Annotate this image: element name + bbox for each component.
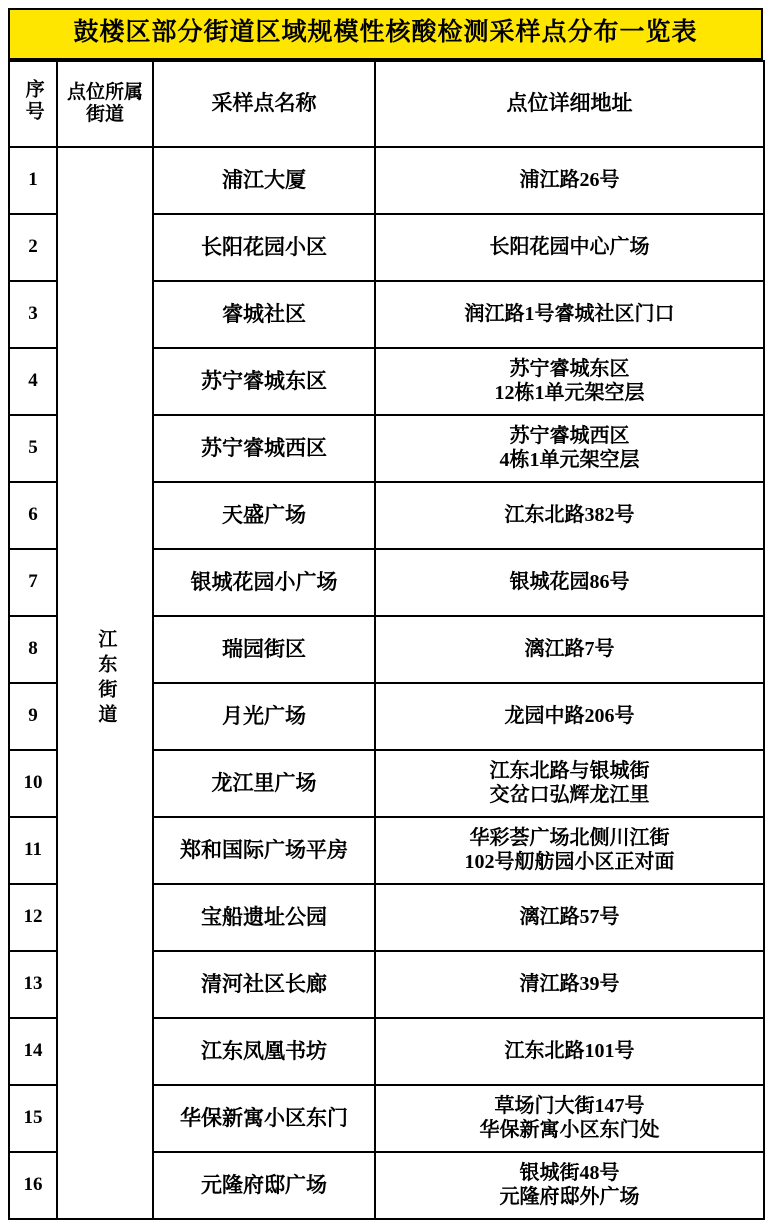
sampling-point-name: 月光广场 xyxy=(153,683,375,750)
sampling-point-name: 华保新寓小区东门 xyxy=(153,1085,375,1152)
address-line: 漓江路7号 xyxy=(524,637,615,660)
sampling-point-name: 清河社区长廊 xyxy=(153,951,375,1018)
sampling-point-address xyxy=(375,147,764,214)
address-line: 润江路1号睿城社区门口 xyxy=(464,302,675,325)
sampling-point-name: 银城花园小广场 xyxy=(153,549,375,616)
address-line: 草场门大街147号 xyxy=(494,1094,645,1117)
sampling-point-address xyxy=(375,214,764,281)
row-index: 4 xyxy=(9,348,57,415)
address-line: 江东北路101号 xyxy=(504,1039,635,1062)
address-line: 元隆府邸外广场 xyxy=(499,1186,640,1208)
sampling-point-name: 郑和国际广场平房 xyxy=(153,817,375,884)
sampling-point-address xyxy=(375,1085,764,1152)
sampling-point-address xyxy=(375,549,764,616)
document-title-banner xyxy=(8,8,763,60)
sampling-point-address xyxy=(375,348,764,415)
row-index: 14 xyxy=(9,1018,57,1085)
sampling-point-address xyxy=(375,415,764,482)
sampling-point-address xyxy=(375,281,764,348)
row-index: 12 xyxy=(9,884,57,951)
address-line: 4栋1单元架空层 xyxy=(499,449,640,471)
street-group-cell xyxy=(57,147,153,1219)
row-index: 2 xyxy=(9,214,57,281)
row-index: 11 xyxy=(9,817,57,884)
address-line: 浦江路26号 xyxy=(519,168,620,191)
address-line: 华保新寓小区东门处 xyxy=(479,1119,660,1141)
sampling-point-address xyxy=(375,683,764,750)
row-index: 13 xyxy=(9,951,57,1018)
table-row xyxy=(9,147,764,214)
address-line: 交岔口弘辉龙江里 xyxy=(489,784,650,806)
sampling-point-name: 龙江里广场 xyxy=(153,750,375,817)
address-line: 江东北路与银城街 xyxy=(489,759,650,782)
row-index: 3 xyxy=(9,281,57,348)
sampling-point-address xyxy=(375,1152,764,1219)
address-line: 苏宁睿城西区 xyxy=(509,424,630,447)
address-line: 苏宁睿城东区 xyxy=(509,357,630,380)
column-header-street: 点位所属街道 xyxy=(57,61,153,147)
column-header-address: 点位详细地址 xyxy=(375,61,764,147)
address-line: 银城花园86号 xyxy=(509,570,630,593)
sampling-point-address xyxy=(375,951,764,1018)
address-line: 102号舠舫园小区正对面 xyxy=(464,851,675,873)
sampling-point-name: 江东凤凰书坊 xyxy=(153,1018,375,1085)
table-body xyxy=(9,147,764,1219)
row-index: 5 xyxy=(9,415,57,482)
address-line: 清江路39号 xyxy=(519,972,620,995)
address-line: 漓江路57号 xyxy=(519,905,620,928)
street-group-label: 江东街道 xyxy=(95,629,117,730)
address-line: 银城街48号 xyxy=(519,1161,620,1184)
column-header-name: 采样点名称 xyxy=(153,61,375,147)
row-index: 10 xyxy=(9,750,57,817)
sampling-point-name: 苏宁睿城西区 xyxy=(153,415,375,482)
sampling-point-name: 瑞园街区 xyxy=(153,616,375,683)
row-index: 15 xyxy=(9,1085,57,1152)
sampling-point-address xyxy=(375,817,764,884)
address-line: 江东北路382号 xyxy=(504,503,635,526)
table-header-row xyxy=(9,61,764,147)
row-index: 1 xyxy=(9,147,57,214)
sampling-point-table xyxy=(8,60,765,1220)
sampling-point-address xyxy=(375,616,764,683)
sampling-point-name: 天盛广场 xyxy=(153,482,375,549)
column-header-index: 序号 xyxy=(9,61,57,147)
address-line: 12栋1单元架空层 xyxy=(494,382,645,404)
sampling-point-address xyxy=(375,884,764,951)
address-line: 华彩荟广场北侧川江街 xyxy=(469,826,670,849)
table-header xyxy=(9,61,764,147)
sampling-point-name: 长阳花园小区 xyxy=(153,214,375,281)
row-index: 8 xyxy=(9,616,57,683)
sampling-point-name: 苏宁睿城东区 xyxy=(153,348,375,415)
address-line: 长阳花园中心广场 xyxy=(489,235,650,258)
row-index: 16 xyxy=(9,1152,57,1219)
sampling-point-name: 睿城社区 xyxy=(153,281,375,348)
sampling-point-name: 宝船遗址公园 xyxy=(153,884,375,951)
sampling-point-address xyxy=(375,482,764,549)
row-index: 6 xyxy=(9,482,57,549)
sampling-point-name: 浦江大厦 xyxy=(153,147,375,214)
row-index: 7 xyxy=(9,549,57,616)
row-index: 9 xyxy=(9,683,57,750)
page-title: 鼓楼区部分街道区域规模性核酸检测采样点分布一览表 xyxy=(73,19,698,46)
sampling-point-address xyxy=(375,1018,764,1085)
sampling-point-address xyxy=(375,750,764,817)
sampling-point-name: 元隆府邸广场 xyxy=(153,1152,375,1219)
address-line: 龙园中路206号 xyxy=(504,704,635,727)
